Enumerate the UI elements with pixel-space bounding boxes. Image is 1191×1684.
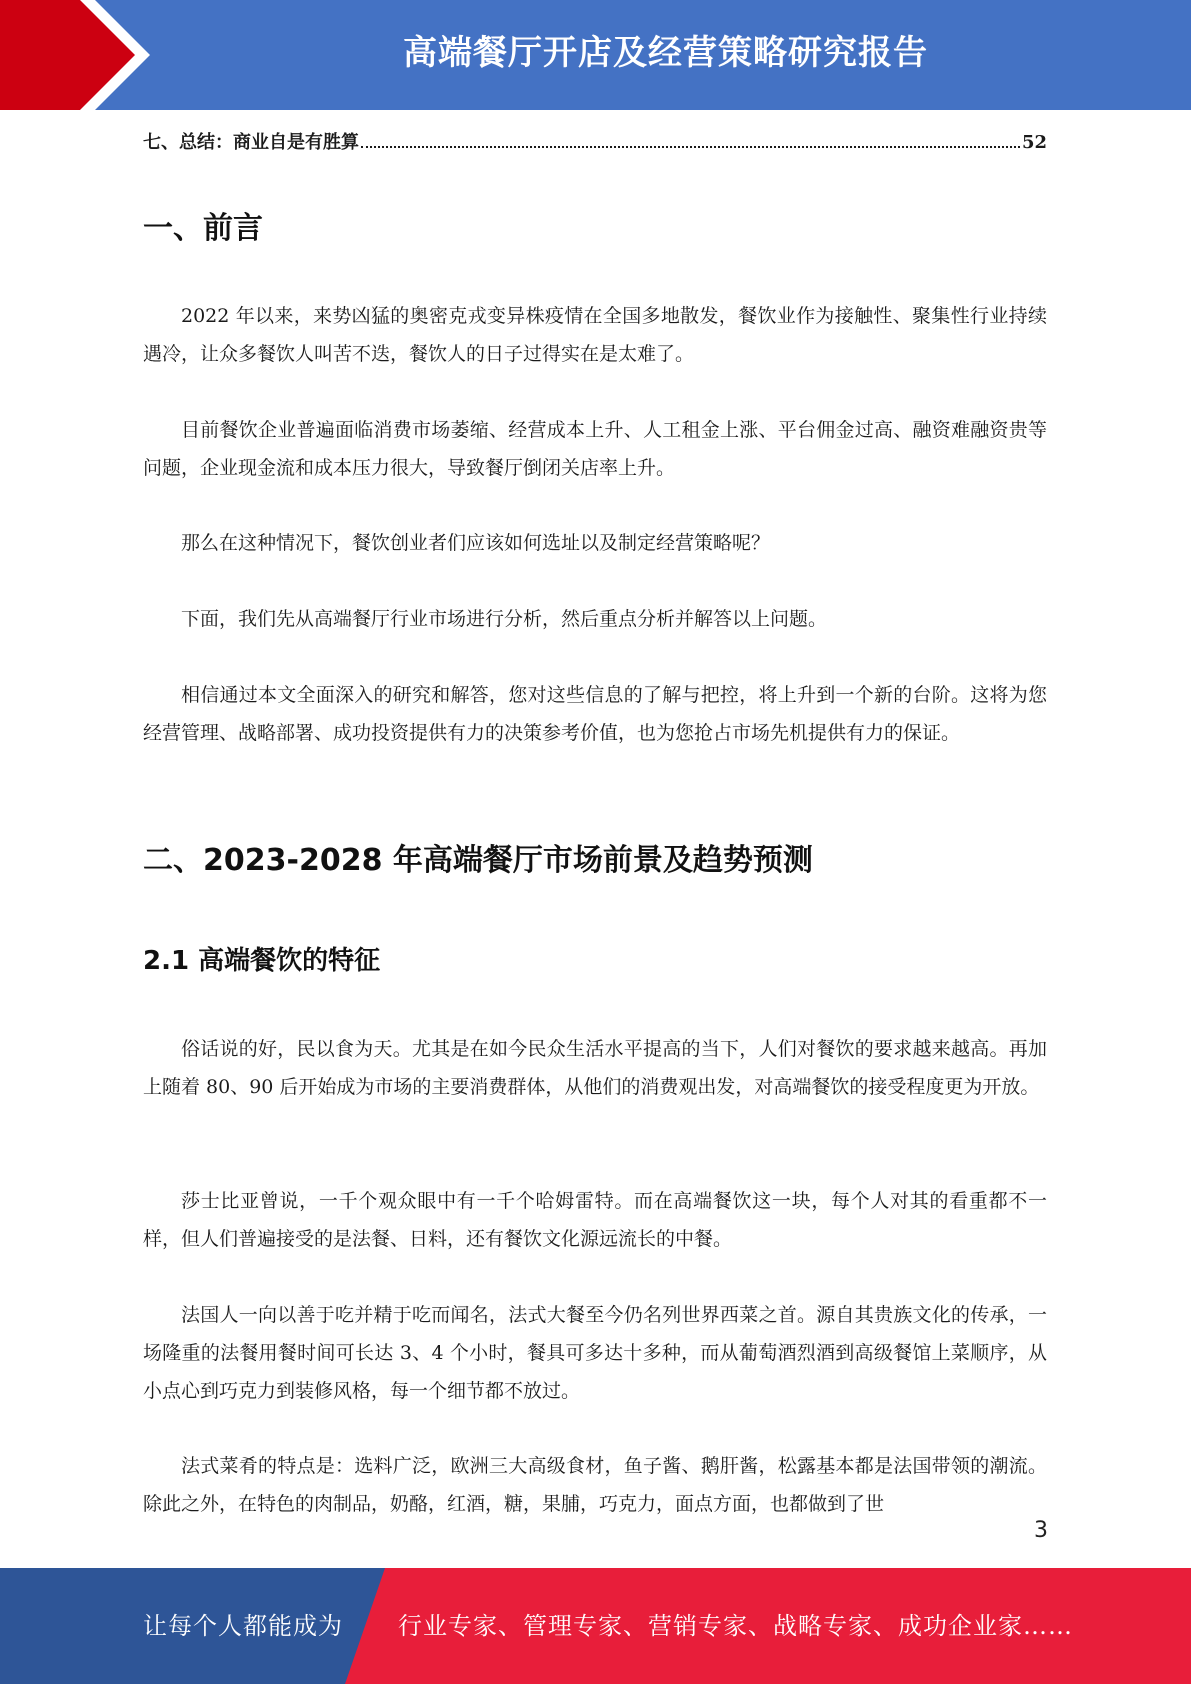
paragraph: 目前餐饮企业普遍面临消费市场萎缩、经营成本上升、人工租金上涨、平台佣金过高、融资难融资贵等问题，企业现金流和成本压力很大，导致餐厅倒闭关店率上升。 <box>143 419 1047 479</box>
paragraph: 2022 年以来，来势凶猛的奥密克戎变异株疫情在全国多地散发，餐饮业作为接触性、聚集性行业持续遇冷，让众多餐饮人叫苦不迭，餐饮人的日子过得实在是太难了。 <box>143 305 1047 365</box>
paragraph: 俗话说的好，民以食为天。尤其是在如今民众生活水平提高的当下，人们对餐饮的要求越来越高。再加上随着 80、90 后开始成为市场的主要消费群体，从他们的消费观出发，对高端餐饮的接受程度更为开放。 <box>143 1038 1047 1098</box>
paragraph: 相信通过本文全面深入的研究和解答，您对这些信息的了解与把控，将上升到一个新的台阶。这将为您经营管理、战略部署、成功投资提供有力的决策参考价值，也为您抢占市场先机提供有力的保证。 <box>143 684 1047 744</box>
paragraph: 那么在这种情况下，餐饮创业者们应该如何选址以及制定经营策略呢？ <box>181 532 771 554</box>
toc-leader-dots <box>361 146 1020 148</box>
section-heading-forecast: 二、2023-2028 年高端餐厅市场前景及趋势预测 <box>143 843 813 878</box>
paragraph: 莎士比亚曾说，一千个观众眼中有一千个哈姆雷特。而在高端餐饮这一块，每个人对其的看重都不一样，但人们普遍接受的是法餐、日料，还有餐饮文化源远流长的中餐。 <box>143 1190 1047 1250</box>
footer-banner <box>0 1568 1191 1684</box>
section-heading-intro: 一、前言 <box>143 211 263 246</box>
page-number: 3 <box>1034 1518 1048 1543</box>
footer-slogan-left: 让每个人都能成为 <box>143 1612 343 1640</box>
toc-entry-label: 七、总结：商业自是有胜算 <box>143 132 359 153</box>
paragraph: 法式菜肴的特点是：选料广泛，欧洲三大高级食材，鱼子酱、鹅肝酱，松露基本都是法国带领的潮流。除此之外，在特色的肉制品，奶酪，红酒，糖，果脯，巧克力，面点方面，也都做到了世 <box>143 1455 1047 1515</box>
toc-entry-page: 52 <box>1021 132 1047 153</box>
document-title: 高端餐厅开店及经营策略研究报告 <box>403 33 928 73</box>
header-banner <box>0 0 1191 110</box>
footer-slogan-right: 行业专家、管理专家、营销专家、战略专家、成功企业家…… <box>398 1612 1073 1640</box>
toc-entry[interactable] <box>143 128 1047 160</box>
paragraph: 法国人一向以善于吃并精于吃而闻名，法式大餐至今仍名列世界西菜之首。源自其贵族文化的传承，一场隆重的法餐用餐时间可长达 3、4 个小时，餐具可多达十多种，而从葡萄酒烈酒到高级餐馆上菜顺序，从小点心到巧克力到装修风格，每一个细节都不放过。 <box>143 1304 1047 1402</box>
subsection-heading: 2.1 高端餐饮的特征 <box>143 946 381 976</box>
header-arrow-decoration <box>0 0 160 110</box>
paragraph: 下面，我们先从高端餐厅行业市场进行分析，然后重点分析并解答以上问题。 <box>181 608 828 630</box>
